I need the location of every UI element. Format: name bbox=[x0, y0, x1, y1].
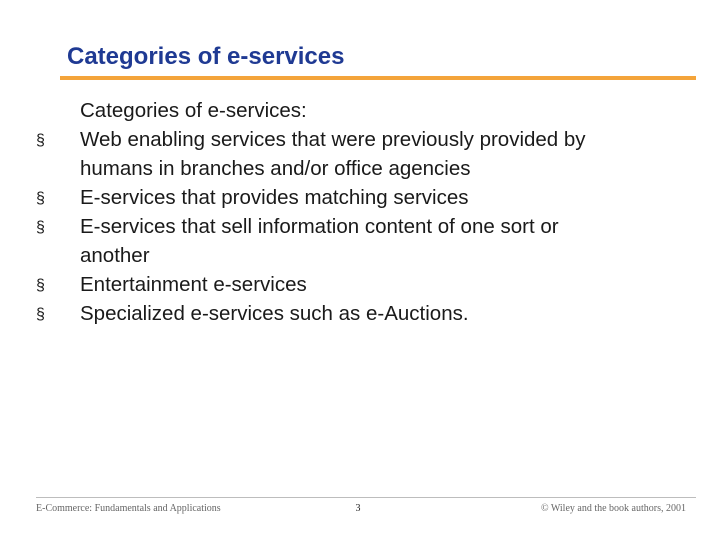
bullet-content bbox=[36, 96, 696, 328]
page-number: 3 bbox=[355, 503, 361, 514]
list-item-text: Entertainment e-services bbox=[80, 273, 307, 296]
list-item-continuation bbox=[36, 241, 696, 270]
intro-line bbox=[36, 96, 696, 125]
title-divider bbox=[60, 76, 696, 80]
list-item-text: E-services that provides matching services bbox=[80, 186, 469, 209]
list-item bbox=[36, 270, 696, 299]
slide-title: Categories of e-services bbox=[67, 43, 345, 70]
bullet-icon: § bbox=[36, 132, 45, 149]
bullet-icon: § bbox=[36, 277, 45, 294]
list-item bbox=[36, 183, 696, 212]
bullet-icon: § bbox=[36, 190, 45, 207]
list-item-text: Web enabling services that were previously provided by bbox=[80, 128, 586, 151]
list-item-text: another bbox=[80, 244, 150, 267]
bullet-icon: § bbox=[36, 306, 45, 323]
list-item bbox=[36, 212, 696, 241]
intro-text: Categories of e-services: bbox=[80, 99, 307, 122]
list-item-text: Specialized e-services such as e-Auctions. bbox=[80, 302, 469, 325]
list-item-continuation bbox=[36, 154, 696, 183]
list-item bbox=[36, 125, 696, 154]
footer-divider bbox=[36, 497, 696, 498]
footer-copyright: © Wiley and the book authors, 2001 bbox=[540, 503, 686, 514]
list-item bbox=[36, 299, 696, 328]
bullet-icon: § bbox=[36, 219, 45, 236]
footer-book-title: E-Commerce: Fundamentals and Applications bbox=[36, 503, 221, 514]
list-item-text: humans in branches and/or office agencies bbox=[80, 157, 471, 180]
list-item-text: E-services that sell information content of one sort or bbox=[80, 215, 559, 238]
